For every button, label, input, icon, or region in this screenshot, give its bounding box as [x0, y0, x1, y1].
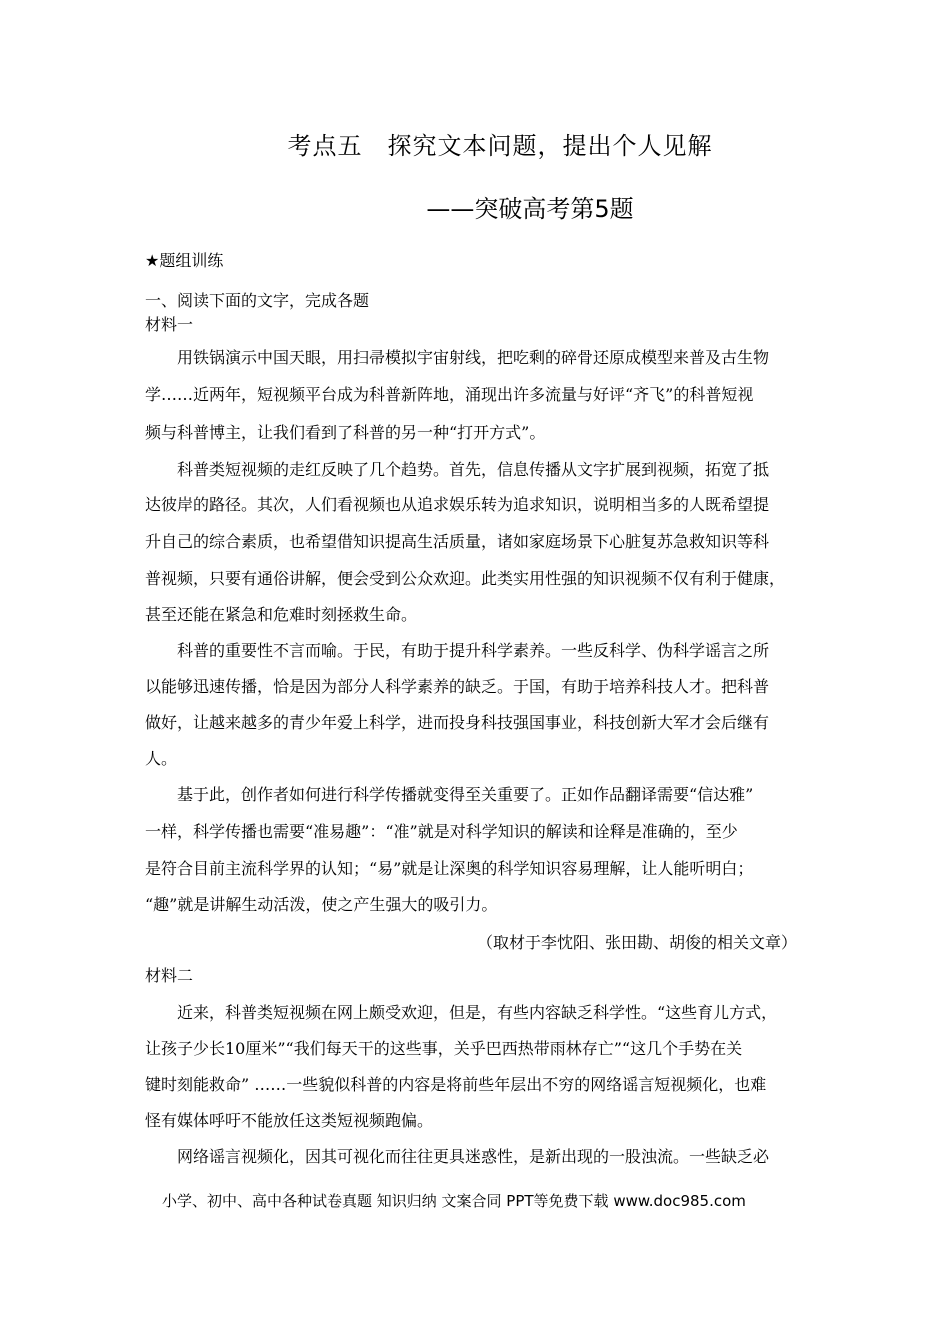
paragraph-line: 是符合目前主流科学界的认知；“易”就是让深奥的科学知识容易理解，让人能听明白； [145, 859, 754, 878]
paragraph-line: 网络谣言视频化，因其可视化而往往更具迷惑性，是新出现的一股浊流。一些缺乏必 [177, 1147, 770, 1166]
paragraph-line: 用铁锅演示中国天眼，用扫帚模拟宇宙射线，把吃剩的碎骨还原成模型来普及古生物 [177, 348, 770, 367]
paragraph-line: 一样，科学传播也需要“准易趣”：“准”就是对科学知识的解读和诠释是准确的，至少 [145, 822, 738, 841]
section-label: ★题组训练 [145, 251, 224, 270]
paragraph-line: 达彼岸的路径。其次，人们看视频也从追求娱乐转为追求知识，说明相当多的人既希望提 [145, 495, 770, 514]
paragraph-line: 以能够迅速传播，恰是因为部分人科学素养的缺乏。于国，有助于培养科技人才。把科普 [145, 677, 770, 696]
page-footer: 小学、初中、高中各种试卷真题 知识归纳 文案合同 PPT等免费下载 www.doc985.com [162, 1192, 746, 1210]
paragraph-line: 科普的重要性不言而喻。于民，有助于提升科学素养。一些反科学、伪科学谣言之所 [177, 641, 770, 660]
paragraph-line: 怪有媒体呼吁不能放任这类短视频跑偏。 [145, 1111, 434, 1130]
page-title: 考点五 探究文本问题，提出个人见解 [287, 132, 713, 160]
paragraph-line: 近来，科普类短视频在网上颇受欢迎，但是，有些内容缺乏科学性。“这些育儿方式， [177, 1003, 778, 1022]
paragraph-line: 键时刻能救命” ……一些貌似科普的内容是将前些年层出不穷的网络谣言短视频化，也难 [145, 1075, 767, 1094]
paragraph-line: 基于此，创作者如何进行科学传播就变得至关重要了。正如作品翻译需要“信达雅” [177, 785, 754, 804]
source-citation: （取材于李忱阳、张田勘、胡俊的相关文章） [477, 933, 798, 952]
paragraph-line: 甚至还能在紧急和危难时刻拯救生命。 [145, 605, 418, 624]
paragraph-line: 做好，让越来越多的青少年爱上科学，进而投身科技强国事业，科技创新大军才会后继有 [145, 713, 770, 732]
page-subtitle: ——突破高考第5题 [426, 195, 634, 223]
question-heading: 一、阅读下面的文字，完成各题 [145, 291, 370, 310]
paragraph-line: 学……近两年，短视频平台成为科普新阵地，涌现出许多流量与好评“齐飞”的科普短视 [145, 385, 754, 404]
material-label: 材料二 [145, 966, 194, 985]
material-label: 材料一 [145, 315, 194, 334]
paragraph-line: 频与科普博主，让我们看到了科普的另一种“打开方式”。 [145, 423, 546, 442]
paragraph-line: 让孩子少长10厘米”“我们每天干的这些事，关乎巴西热带雨林存亡”“这几个手势在关 [145, 1039, 743, 1058]
paragraph-line: 人。 [145, 749, 178, 768]
paragraph-line: 科普类短视频的走红反映了几个趋势。首先，信息传播从文字扩展到视频，拓宽了抵 [177, 460, 770, 479]
paragraph-line: “趣”就是讲解生动活泼，使之产生强大的吸引力。 [145, 895, 498, 914]
paragraph-line: 升自己的综合素质，也希望借知识提高生活质量，诸如家庭场景下心脏复苏急救知识等科 [145, 532, 770, 551]
paragraph-line: 普视频，只要有通俗讲解，便会受到公众欢迎。此类实用性强的知识视频不仅有利于健康， [145, 569, 786, 588]
